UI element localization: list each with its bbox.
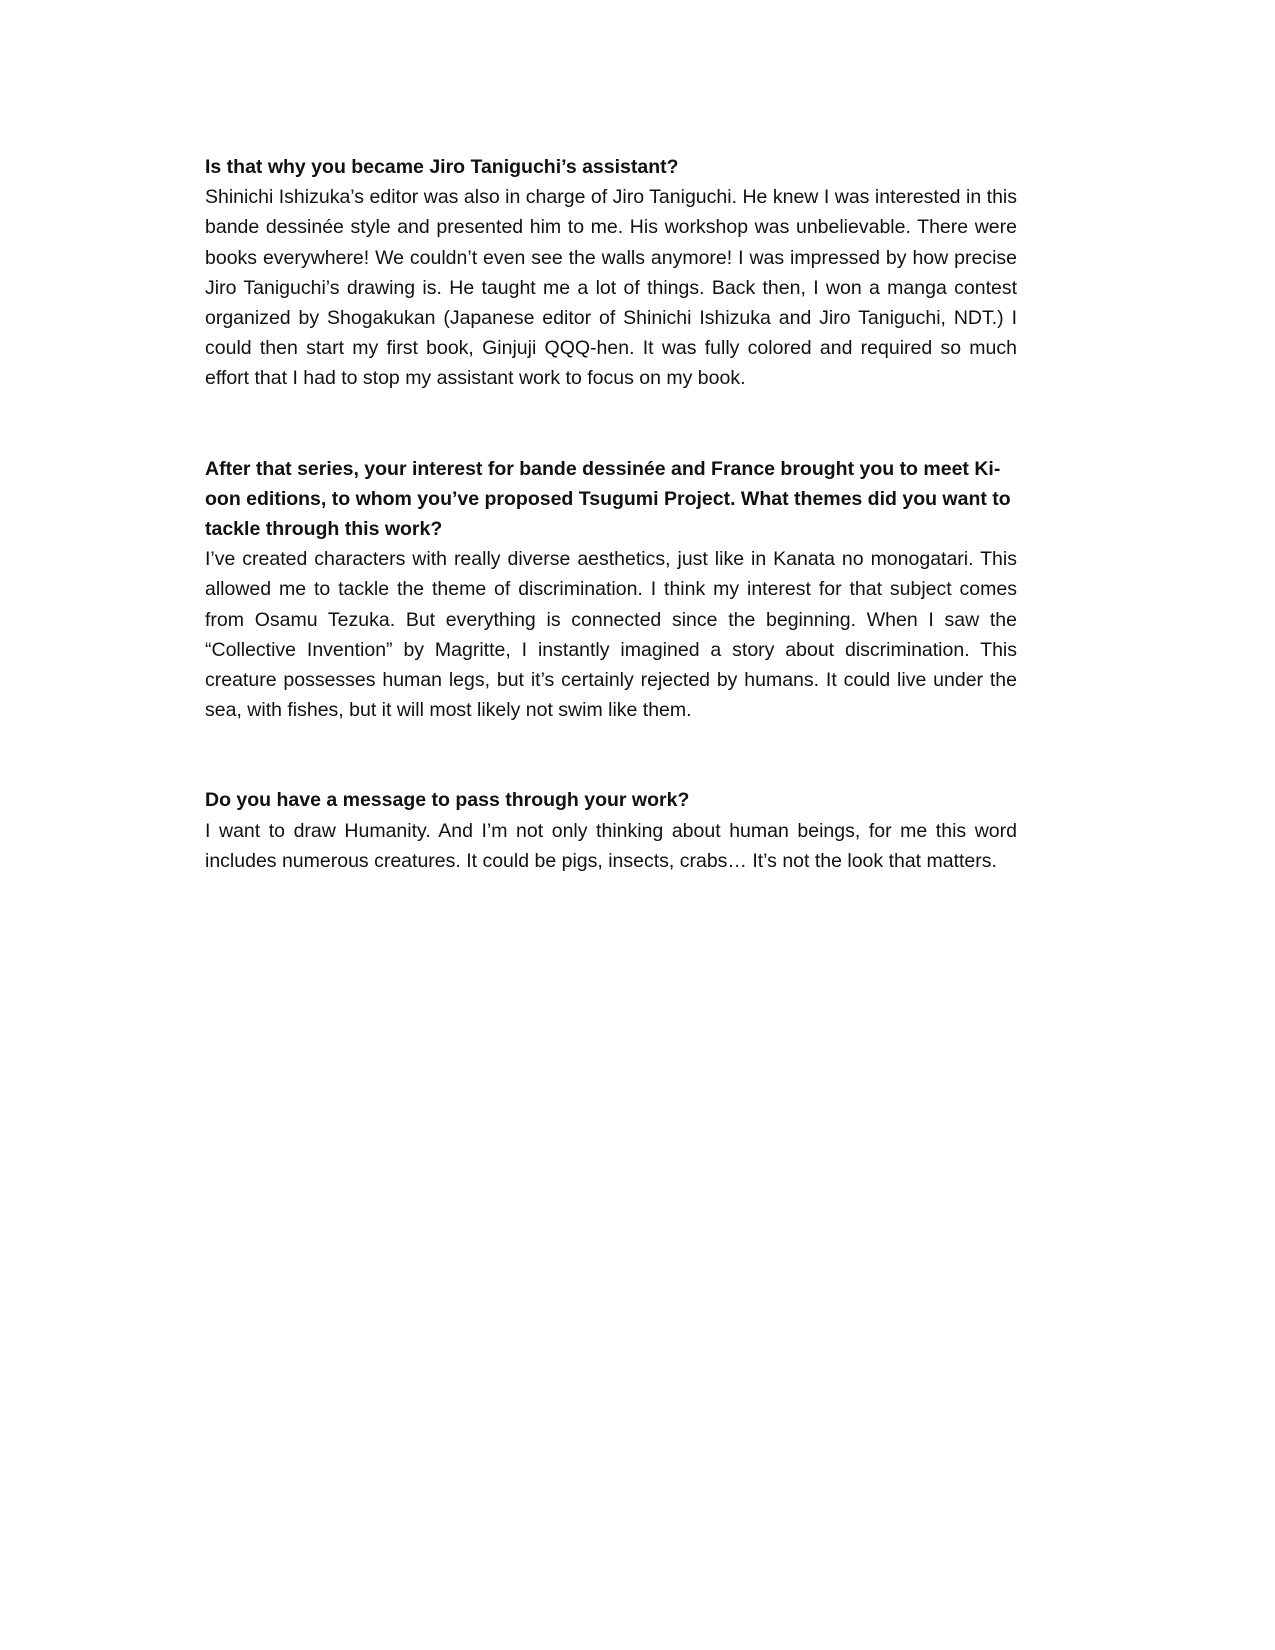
question-heading: After that series, your interest for bande dessinée and France brought you to meet Ki-oon editions, to whom you’ve proposed Tsugumi Project. What themes did you want to tackle through this work? <box>205 457 1011 541</box>
interview-content <box>205 152 1017 876</box>
qa-section <box>205 454 1017 726</box>
qa-section <box>205 785 1017 876</box>
question-heading: Is that why you became Jiro Taniguchi’s assistant? <box>205 156 679 178</box>
qa-section <box>205 152 1017 394</box>
answer-paragraph: I’ve created characters with really diverse aesthetics, just like in Kanata no monogatari. This allowed me to tackle the theme of discrimination. I think my interest for that subject comes from Osamu Tezuka. But everything is connected since the beginning. When I saw the “Collective Invention” by Magritte, I instantly imagined a story about discrimination. This creature possesses human legs, but it’s certainly rejected by humans. It could live under the sea, with fishes, but it will most likely not swim like them. <box>205 548 1017 722</box>
answer-paragraph: Shinichi Ishizuka’s editor was also in charge of Jiro Taniguchi. He knew I was interested in this bande dessinée style and presented him to me. His workshop was unbelievable. There were books everywhere! We couldn’t even see the walls anymore! I was impressed by how precise Jiro Taniguchi’s drawing is. He taught me a lot of things. Back then, I won a manga contest organized by Shogakukan (Japanese editor of Shinichi Ishizuka and Jiro Taniguchi, NDT.) I could then start my first book, Ginjuji QQQ-hen. It was fully colored and required so much effort that I had to stop my assistant work to focus on my book. <box>205 186 1017 390</box>
answer-paragraph: I want to draw Humanity. And I’m not only thinking about human beings, for me this word includes numerous creatures. It could be pigs, insects, crabs… It’s not the look that matters. <box>205 819 1017 872</box>
question-heading: Do you have a message to pass through your work? <box>205 789 690 812</box>
